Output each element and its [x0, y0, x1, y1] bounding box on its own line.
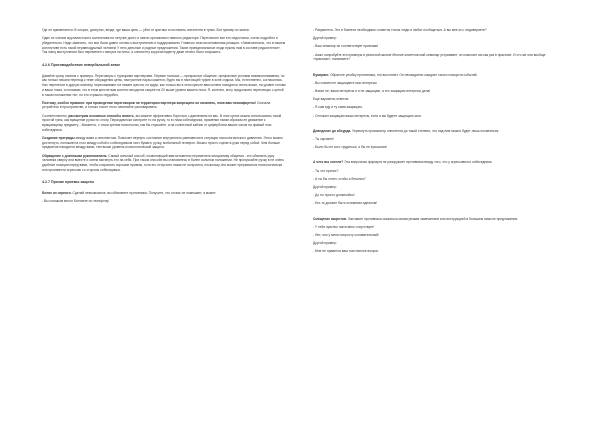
boomerang-bold: Бумеранг.: [313, 72, 330, 77]
dialogue-line: - Вовсе не, ваши интересы и я не защищаю, а это защищаю интересы дела!: [313, 88, 431, 93]
dialogue-line: - Я сам еду и ту сама защищать.: [313, 105, 364, 110]
dialogue-line: - Нет, оно у меня попросту основательный!: [313, 232, 379, 237]
paragraph-example-turkish: Давайте сразу начнем с примера. Переговоры с турецкими партнерами. Первые полчаса — прекрасное общение, прекрасные условия взаимопонимания, но как только начали переход к теме обсуждения цены, настроение паузы кажется, будто вы в настоящей туфле в зоне отдыха. Мы, естественно, согласились. Нас перенесли в другую комнату, пересаживают на низкие кресла, но вдруг, как только вы в этом кресле вам колени находятся очень выше, на уровне головы и ваши глаза, и понимаю, что в этом кресле вам колени находятся скорее на 20 выше уровня вашего носа. Я, конечно, могу продолжать переговоры с ценой в таком положении тел, но это страшно неудобно.: [42, 73, 286, 97]
dialogue-line: - Разумеется. Это в бизнесе необходимо: клиенты точны люди и любят пообщаться. А вы мне кто, недоверяете?: [313, 28, 487, 32]
section-4-2-7-heading: 4.2.7 Прочие приемы защиты: [42, 180, 95, 185]
dialogue-line: - А ты бы хотел, чтобы я бесился?: [313, 176, 366, 181]
dialogue-line: - Кто-то должен быть основным идеалом!: [313, 201, 378, 206]
dialogue-line: - Аяжо попробуйте эти примеры в реальной жизни! Многие клиентов мой семинар устраивает, он помогает им как раз в практике. И что же они вообще «практики», понимаете?: [313, 52, 546, 62]
rule-rest: Сначала устройтесь в пространстве, и только после этого начинайте разговаривать.: [42, 100, 271, 110]
example-label: Другой пример:: [313, 241, 337, 246]
dialogue-line: - Ваш семинар не соответствует признаки!: [313, 44, 379, 49]
what-did-you-want-rest: Эта вопросная формула не разоружает противника ввиду того, что у агрессивного собеседника.: [343, 160, 493, 165]
barrier-bold: Создание преграды: [42, 135, 75, 140]
methods-start: Соответственно,: [42, 113, 69, 118]
methods-rest: , вы можете эффективно бороться с давлением на вас. В этих целях можно использовать такой простой трюк, как вращение ручки по столу. Периодически смотрите то на ручку, то в глаза собеседника, применяя таким образом ее движение к вращающему предмету... Моменты, с точки зрения психологии, как бы слушайте, а на солнечный зайчик от циферблата ваших часов на правый глаз собеседника.: [42, 113, 282, 132]
example-paragraph: Один из членов журналистского коллектива на летучке долго и смело критиковал главного редактора. Перечислил все его недостатки, очень подробно и убедительно. Надо заметить, что все были давно готовы к выступлению и поддерживали. Главного спасла мгновенная реакция: «Замечательно, что в нашем коллективе есть такой неравнодушный человек! У него дельные и родные предложения. Такие принципиальные люди нужны нам в составе редколлегии». Так лжец выступления был переменен с минуса на плюс, а оппоненту корреспонденту даже нечего было возразить.: [42, 36, 286, 55]
right-column: [313, 28, 558, 258]
paragraph-barrier: [42, 136, 286, 150]
paragraph-what-did-you-want: [313, 160, 558, 165]
dialogue-line: - Было бы не кого трудиться, я бы не ерошился!: [313, 145, 388, 150]
paragraph-absurd: [313, 129, 558, 134]
paragraph-shift-accents: [313, 217, 558, 222]
example-label: Другой пример:: [313, 184, 337, 189]
what-did-you-want-bold: А чего вы хотели?: [313, 160, 344, 165]
dialogue-line: - Ты что притих?: [313, 168, 339, 173]
section-4-2-6-heading: 4.2.6 Противодействие невербальной атаке: [42, 63, 121, 68]
paragraph-methods: [42, 114, 286, 133]
example-label: Другой пример:: [313, 36, 337, 41]
dialogue-line: - Отложил защищаю ваши интересы, если и вы будете защищать мои.: [313, 113, 422, 118]
shift-accents-rest: Заставьте противника оказаться своим резким замечанием или инструкцией в большем смысле предложения.: [346, 216, 519, 221]
absurd-bold: Доведение до абсурда.: [313, 128, 352, 133]
methods-bold: рассмотрим основные способы влиять: [68, 113, 134, 118]
shift-accents-bold: Смещение акцентов.: [313, 216, 347, 221]
paragraph-white-from-black: [42, 191, 286, 196]
example-label: Еще варианты ответов:: [313, 97, 349, 102]
dialogue-line: - У тебя чувство такта явно отсутствует!: [313, 224, 375, 229]
paragraph-rule: [42, 101, 286, 110]
boomerang-rest: Обратите улыбку противника, это восстанет. Он неожиданно ожидает такого поворота событий.: [329, 72, 478, 77]
paragraph-handshake: [42, 154, 286, 173]
handshake-bold: Обращение с длинными рукопожатием.: [42, 153, 108, 158]
intro-paragraph: Где он применяется. В спорах, диспутах, везде, где ваша цель — уйти от критики и поставить оппонента в тупик. Вот пример из жизни.: [42, 28, 250, 32]
barrier-rest: между вами и оппонентом. Помогает вернуть состояние внутреннего равновесия в ситуации психологического давления. Этого можно достигнуть, положив на стол между собой и собеседником лист бумаги, ручку, мобильный телефон. Можно просто сцепить руки перед собой. Чем больше предметов находится между вами, тем выше уровень психологической защиты.: [42, 135, 283, 150]
absurd-rest: Упрекнуть провокатор оппонента до такой степени, что над ним можно будет лишь посмеяться.: [351, 128, 500, 133]
dialogue-line: - Ты скромен!: [313, 136, 334, 141]
dialogue-line: - До ты просто донкихойко!: [313, 193, 355, 198]
white-from-black-bold: Белое из черного.: [42, 191, 72, 196]
dialogue-line: - Вы слишком много болтаете по телефону!: [42, 199, 110, 204]
white-from-black-rest: Сделай невозможное, вы обвиняете противника. Получите, что он вас не помешает, а может:: [71, 191, 217, 196]
rule-bold: Поэтому, особое правило: при проведении переговоров на территории партнера запрещено их начинать, пока вам некомфортно!: [42, 100, 257, 105]
dialogue-line: - Мне не нравится ваш постоянное вопрос.: [313, 249, 380, 254]
handshake-rest: Самый сильный способ, позволяющий вам мгновенно переменять инициативу общения - это обвинить руку человека сверху или вместе и затем вытянуть его на себя. При таком способе вы становитесь в более сильном положении. Не пропускайте ручку в не очень удобные позиции перед вами, чтобы сохранить хорошие приемы, хотя его отпустить никак не получится, поскольку оно может прерываться психологически или произвести агрессию со стороны собеседника.: [42, 153, 284, 172]
paragraph-boomerang: [313, 73, 558, 78]
dialogue-line: - Вы совсем не защищаете мои интересы: [313, 80, 377, 85]
left-column: [42, 28, 286, 207]
